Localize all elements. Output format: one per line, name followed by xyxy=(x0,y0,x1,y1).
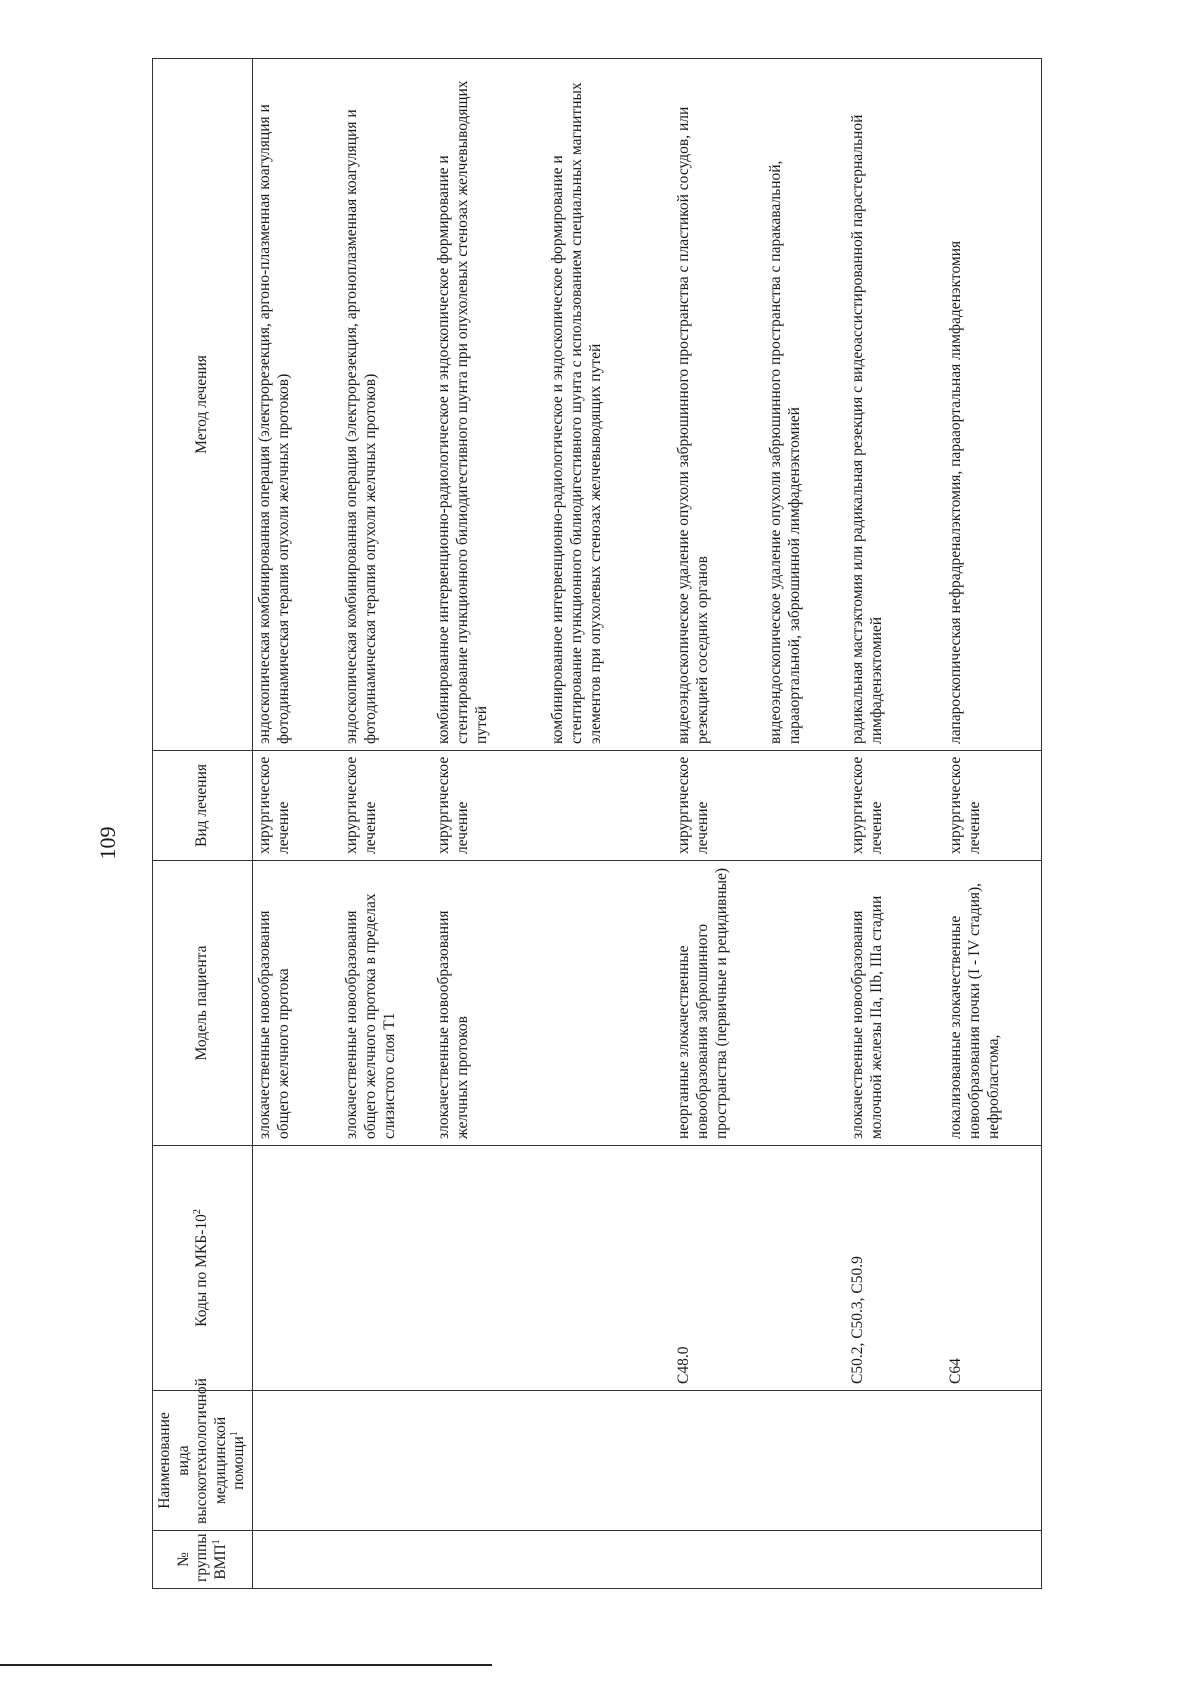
table-row xyxy=(846,59,944,1589)
cell-code xyxy=(764,1146,846,1391)
header-icd-codes: Коды по МКБ-$10^2$ xyxy=(153,1146,253,1391)
cell-type: хирургическое лечение xyxy=(672,751,764,861)
scan-edge-line xyxy=(0,1664,492,1666)
cell-method: видеоэндоскопическое удаление опухоли забрюшинного пространства с пластикой сосудов, или резекцией соседних органов xyxy=(672,59,764,751)
cell-type: хирургическое лечение xyxy=(252,751,340,861)
table-header-row xyxy=(153,59,253,1589)
cell-model xyxy=(764,861,846,1146)
rotated-table-container xyxy=(152,59,1042,1589)
cell-model: локализованные злокачественные новообразования почки (I - IV стадия), нефробластома, xyxy=(944,861,1041,1146)
cell-model: неорганные злокачественные новообразования забрюшинного пространства (первичные и рецидивные) xyxy=(672,861,764,1146)
cell-method: радикальная мастэктомия или радикальная резекция с видеоассистированной парастернальной лимфаденэктомией xyxy=(846,59,944,751)
cell-group xyxy=(764,1531,846,1589)
table-row xyxy=(252,59,340,1589)
cell-group xyxy=(944,1531,1041,1589)
table-row xyxy=(764,59,846,1589)
cell-group xyxy=(432,1531,546,1589)
cell-vmp xyxy=(672,1391,764,1531)
cell-model: злокачественные новообразования общего желчного протока в пределах слизистого слоя T1 xyxy=(340,861,432,1146)
header-group-number: № группы ВМП$^1$ xyxy=(153,1531,253,1589)
cell-vmp xyxy=(252,1391,340,1531)
cell-type xyxy=(546,751,672,861)
cell-code xyxy=(252,1146,340,1391)
cell-vmp xyxy=(846,1391,944,1531)
cell-method: видеоэндоскопическое удаление опухоли забрюшинного пространства с паракавальной, парааортальной, забрюшинной лимфаденэктомией xyxy=(764,59,846,751)
page-number: 109 xyxy=(95,826,120,860)
cell-code: C48.0 xyxy=(672,1146,764,1391)
cell-group xyxy=(846,1531,944,1589)
cell-group xyxy=(546,1531,672,1589)
treatment-table xyxy=(152,58,1042,1589)
cell-code: C50.2, C50.3, C50.9 xyxy=(846,1146,944,1391)
cell-method: комбинированное интервенционно-радиологическое и эндоскопическое формирование и стентирование пункционного билиодигестивного шунта при опухолевых стенозах желчевыводящих путей xyxy=(432,59,546,751)
cell-group xyxy=(252,1531,340,1589)
cell-vmp xyxy=(944,1391,1041,1531)
cell-vmp xyxy=(764,1391,846,1531)
table-row xyxy=(340,59,432,1589)
table-row xyxy=(432,59,546,1589)
cell-group xyxy=(340,1531,432,1589)
header-treatment-type: Вид лечения xyxy=(153,751,253,861)
cell-model: злокачественные новообразования молочной железы IIa, IIb, IIIa стадии xyxy=(846,861,944,1146)
cell-type: хирургическое лечение xyxy=(432,751,546,861)
cell-model: злокачественные новообразования желчных протоков xyxy=(432,861,546,1146)
cell-method: эндоскопическая комбинированная операция (электрорезекция, аргоноплазменная коагуляция и фотодинамическая терапия опухоли желчных протоков) xyxy=(340,59,432,751)
cell-code xyxy=(432,1146,546,1391)
table-row xyxy=(672,59,764,1589)
cell-method: комбинированное интервенционно-радиологическое и эндоскопическое формирование и стентирование пункционного билиодигестивного шунта с использованием специальных магнитных элементов при опухолевых стенозах желчевыводящих путей xyxy=(546,59,672,751)
cell-vmp xyxy=(432,1391,546,1531)
cell-code: C64 xyxy=(944,1146,1041,1391)
cell-model: злокачественные новообразования общего желчного протока xyxy=(252,861,340,1146)
table-row xyxy=(944,59,1041,1589)
table-row xyxy=(546,59,672,1589)
cell-type: хирургическое лечение xyxy=(340,751,432,861)
header-patient-model: Модель пациента xyxy=(153,861,253,1146)
cell-code xyxy=(546,1146,672,1391)
header-treatment-method: Метод лечения xyxy=(153,59,253,751)
cell-group xyxy=(672,1531,764,1589)
cell-code xyxy=(340,1146,432,1391)
cell-vmp xyxy=(340,1391,432,1531)
cell-method: лапароскопическая нефрадреналэктомия, парааортальная лимфаденэктомия xyxy=(944,59,1041,751)
cell-type: хирургическое лечение xyxy=(846,751,944,861)
header-vmp-name: Наименование вида высокотехнологичной медицинской помощи$^1$ xyxy=(153,1391,253,1531)
cell-vmp xyxy=(546,1391,672,1531)
cell-type: хирургическое лечение xyxy=(944,751,1041,861)
cell-method: эндоскопическая комбинированная операция (электрорезекция, аргоно-плазменная коагуляция и фотодинамическая терапия опухоли желчных протоков) xyxy=(252,59,340,751)
cell-type xyxy=(764,751,846,861)
cell-model xyxy=(546,861,672,1146)
